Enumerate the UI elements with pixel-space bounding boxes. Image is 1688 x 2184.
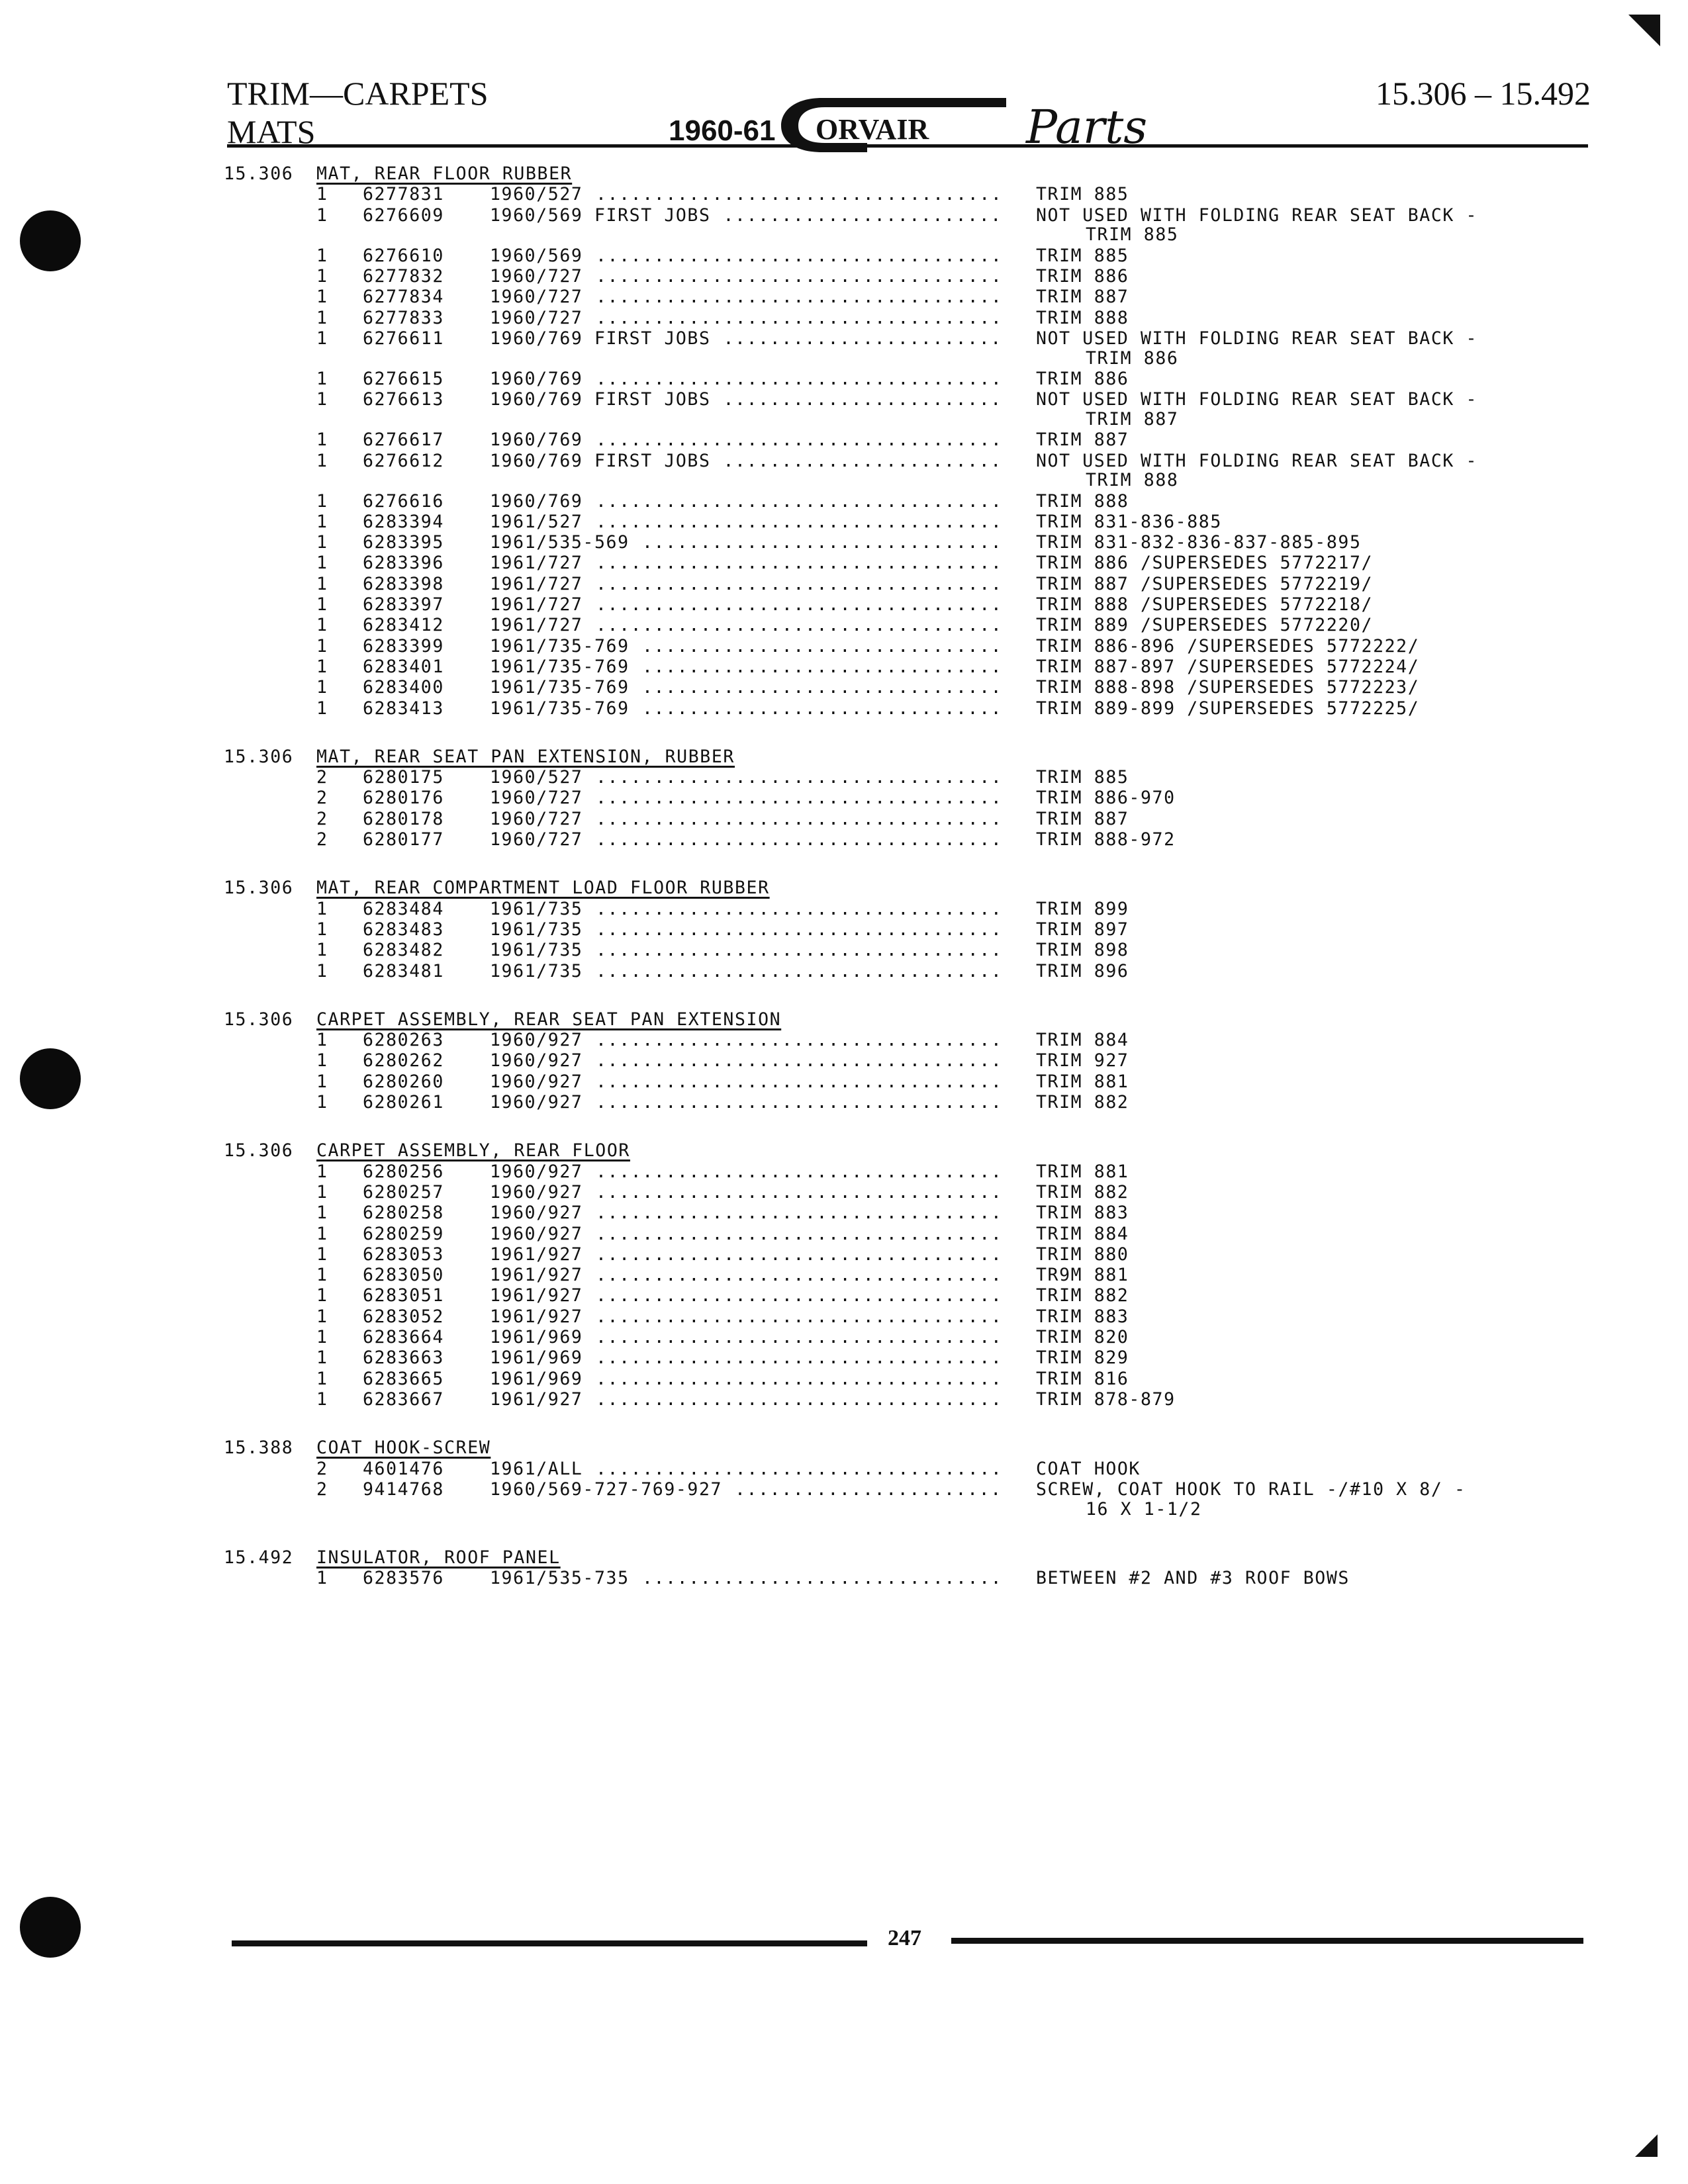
leader-dots: ...................................	[596, 1458, 1003, 1479]
quantity: 1	[316, 490, 328, 512]
usage-code: 1961/735	[490, 919, 583, 940]
leader-dots: ...................................	[596, 1244, 1003, 1265]
leader-dots: ...................................	[596, 919, 1003, 940]
quantity: 1	[316, 1203, 328, 1224]
leader-dots: ...................................	[596, 1223, 1003, 1244]
group-number: 15.306	[224, 1140, 294, 1161]
quantity: 1	[316, 287, 328, 308]
usage-code: 1960/927	[490, 1092, 583, 1113]
section-title: MAT, REAR FLOOR RUBBER	[316, 163, 573, 184]
description: TRIM 885	[1036, 184, 1129, 205]
part-number: 6276612	[363, 450, 444, 471]
quantity: 1	[316, 1388, 328, 1410]
leader-dots: ...................................	[596, 1388, 1003, 1410]
part-number: 6277832	[363, 265, 444, 287]
group-number: 15.306	[224, 746, 294, 767]
usage-code: 1961/969	[490, 1368, 583, 1389]
leader-dots: ........................	[723, 328, 1002, 349]
header-section-subtitle: MATS	[227, 113, 316, 150]
description: TRIM 885	[1036, 245, 1129, 266]
quantity: 1	[316, 940, 328, 961]
quantity: 1	[316, 430, 328, 451]
leader-dots: ...................................	[596, 1306, 1003, 1327]
usage-code: 1961/735-769	[490, 656, 630, 677]
part-number: 6283053	[363, 1244, 444, 1265]
usage-code: 1960/927	[490, 1203, 583, 1224]
quantity: 1	[316, 532, 328, 553]
leader-dots: ...................................	[596, 829, 1003, 850]
leader-dots: ...................................	[596, 940, 1003, 961]
leader-dots: ...............................	[642, 698, 1003, 719]
part-number: 6276616	[363, 490, 444, 512]
leader-dots: ...................................	[596, 1265, 1003, 1286]
description: TRIM 889-899 /SUPERSEDES 5772225/	[1036, 698, 1420, 719]
quantity: 1	[316, 553, 328, 574]
leader-dots: ...................................	[596, 511, 1003, 532]
leader-dots: ...................................	[596, 1030, 1003, 1051]
leader-dots: ...................................	[596, 1092, 1003, 1113]
leader-dots: ........................	[723, 450, 1002, 471]
description: TRIM 888 /SUPERSEDES 5772218/	[1036, 594, 1374, 615]
quantity: 1	[316, 1327, 328, 1348]
group-number: 15.306	[224, 1009, 294, 1030]
quantity: 1	[316, 573, 328, 594]
leader-dots: ...................................	[596, 767, 1003, 788]
description: TRIM 831-836-885	[1036, 511, 1222, 532]
quantity: 1	[316, 1347, 328, 1369]
usage-code: 1961/927	[490, 1306, 583, 1327]
usage-code: 1960/769 FIRST JOBS	[490, 389, 711, 410]
description-continuation: 16 X 1-1/2	[1086, 1498, 1202, 1520]
leader-dots: ...................................	[596, 245, 1003, 266]
quantity: 1	[316, 450, 328, 471]
leader-dots: ...................................	[596, 265, 1003, 287]
part-number: 6283400	[363, 677, 444, 698]
part-number: 6283050	[363, 1265, 444, 1286]
description: TRIM 898	[1036, 940, 1129, 961]
header-section-title: TRIM—CARPETS	[227, 75, 489, 112]
quantity: 1	[316, 1071, 328, 1092]
leader-dots: ...................................	[596, 788, 1003, 809]
usage-code: 1961/735	[490, 898, 583, 919]
quantity: 2	[316, 1458, 328, 1479]
description: BETWEEN #2 AND #3 ROOF BOWS	[1036, 1568, 1350, 1589]
usage-code: 1960/769	[490, 490, 583, 512]
quantity: 1	[316, 307, 328, 328]
description: TRIM 887	[1036, 430, 1129, 451]
quantity: 1	[316, 919, 328, 940]
leader-dots: ........................	[723, 205, 1002, 226]
quantity: 1	[316, 1050, 328, 1071]
quantity: 1	[316, 1181, 328, 1203]
description: TRIM 816	[1036, 1368, 1129, 1389]
leader-dots: ...................................	[596, 1327, 1003, 1348]
quantity: 1	[316, 677, 328, 698]
quantity: 1	[316, 1092, 328, 1113]
leader-dots: ...................................	[596, 960, 1003, 981]
usage-code: 1961/735-769	[490, 635, 630, 657]
description: TRIM 885	[1036, 767, 1129, 788]
leader-dots: ...................................	[596, 1285, 1003, 1306]
usage-code: 1961/735	[490, 960, 583, 981]
part-number: 6280258	[363, 1203, 444, 1224]
leader-dots: ...................................	[596, 615, 1003, 636]
part-number: 6283401	[363, 656, 444, 677]
usage-code: 1961/969	[490, 1327, 583, 1348]
quantity: 1	[316, 389, 328, 410]
part-number: 6283667	[363, 1388, 444, 1410]
leader-dots: ........................	[723, 389, 1002, 410]
quantity: 1	[316, 698, 328, 719]
leader-dots: ...................................	[596, 1161, 1003, 1182]
description: TR9M 881	[1036, 1265, 1129, 1286]
usage-code: 1960/569 FIRST JOBS	[490, 205, 711, 226]
usage-code: 1960/569-727-769-927	[490, 1479, 723, 1500]
leader-dots: ...................................	[596, 430, 1003, 451]
quantity: 1	[316, 635, 328, 657]
description: TRIM 881	[1036, 1161, 1129, 1182]
usage-code: 1960/569	[490, 245, 583, 266]
quantity: 1	[316, 1306, 328, 1327]
usage-code: 1960/927	[490, 1223, 583, 1244]
description: TRIM 887 /SUPERSEDES 5772219/	[1036, 573, 1374, 594]
group-number: 15.306	[224, 878, 294, 899]
usage-code: 1961/527	[490, 511, 583, 532]
usage-code: 1961/727	[490, 594, 583, 615]
usage-code: 1961/735	[490, 940, 583, 961]
description: TRIM 897	[1036, 919, 1129, 940]
quantity: 1	[316, 615, 328, 636]
leader-dots: ...................................	[596, 1050, 1003, 1071]
part-number: 6283399	[363, 635, 444, 657]
part-number: 6280257	[363, 1181, 444, 1203]
quantity: 1	[316, 328, 328, 349]
part-number: 6280261	[363, 1092, 444, 1113]
description: TRIM 889 /SUPERSEDES 5772220/	[1036, 615, 1374, 636]
leader-dots: ...................................	[596, 1181, 1003, 1203]
part-number: 6280256	[363, 1161, 444, 1182]
group-number: 15.492	[224, 1547, 294, 1568]
leader-dots: ...................................	[596, 307, 1003, 328]
usage-code: 1960/769 FIRST JOBS	[490, 328, 711, 349]
page-number: 247	[888, 1926, 921, 1950]
quantity: 1	[316, 265, 328, 287]
logo-years: 1960-61	[669, 114, 776, 147]
quantity: 1	[316, 205, 328, 226]
part-number: 6283398	[363, 573, 444, 594]
part-number: 6280177	[363, 829, 444, 850]
usage-code: 1961/927	[490, 1265, 583, 1286]
usage-code: 1961/727	[490, 573, 583, 594]
part-number: 6276610	[363, 245, 444, 266]
description: TRIM 884	[1036, 1223, 1129, 1244]
part-number: 4601476	[363, 1458, 444, 1479]
description: TRIM 883	[1036, 1203, 1129, 1224]
quantity: 2	[316, 788, 328, 809]
part-number: 6283482	[363, 940, 444, 961]
description: TRIM 886	[1036, 265, 1129, 287]
description: TRIM 886 /SUPERSEDES 5772217/	[1036, 553, 1374, 574]
usage-code: 1961/735-769	[490, 677, 630, 698]
part-number: 6283576	[363, 1568, 444, 1589]
leader-dots: ...................................	[596, 490, 1003, 512]
description: TRIM 882	[1036, 1092, 1129, 1113]
leader-dots: ...................................	[596, 553, 1003, 574]
section-title: COAT HOOK-SCREW	[316, 1437, 491, 1459]
usage-code: 1961/927	[490, 1285, 583, 1306]
description: TRIM 887-897 /SUPERSEDES 5772224/	[1036, 656, 1420, 677]
description: TRIM 888	[1036, 490, 1129, 512]
quantity: 1	[316, 656, 328, 677]
leader-dots: ...................................	[596, 1203, 1003, 1224]
section-title: INSULATOR, ROOF PANEL	[316, 1547, 561, 1568]
part-number: 6283412	[363, 615, 444, 636]
leader-dots: ...............................	[642, 677, 1003, 698]
usage-code: 1960/927	[490, 1050, 583, 1071]
part-number: 6277834	[363, 287, 444, 308]
part-number: 6276617	[363, 430, 444, 451]
part-number: 6280178	[363, 808, 444, 829]
description: TRIM 829	[1036, 1347, 1129, 1369]
usage-code: 1961/735-769	[490, 698, 630, 719]
footer-rule-right	[951, 1938, 1583, 1944]
quantity: 1	[316, 184, 328, 205]
logo-script: Parts	[1026, 100, 1148, 154]
section-title: MAT, REAR COMPARTMENT LOAD FLOOR RUBBER	[316, 878, 770, 899]
description: TRIM 882	[1036, 1285, 1129, 1306]
description-continuation: TRIM 885	[1086, 224, 1179, 246]
quantity: 1	[316, 511, 328, 532]
quantity: 1	[316, 1568, 328, 1589]
description: SCREW, COAT HOOK TO RAIL -/#10 X 8/ -	[1036, 1479, 1466, 1500]
usage-code: 1960/727	[490, 287, 583, 308]
usage-code: 1960/927	[490, 1030, 583, 1051]
description: TRIM 888-898 /SUPERSEDES 5772223/	[1036, 677, 1420, 698]
part-number: 6283484	[363, 898, 444, 919]
part-number: 6283663	[363, 1347, 444, 1369]
leader-dots: ...............................	[642, 635, 1003, 657]
usage-code: 1960/727	[490, 829, 583, 850]
usage-code: 1961/535-569	[490, 532, 630, 553]
description: COAT HOOK	[1036, 1458, 1141, 1479]
part-number: 6283395	[363, 532, 444, 553]
description: TRIM 881	[1036, 1071, 1129, 1092]
description: TRIM 884	[1036, 1030, 1129, 1051]
usage-code: 1960/727	[490, 808, 583, 829]
quantity: 1	[316, 1244, 328, 1265]
usage-code: 1960/727	[490, 788, 583, 809]
description: TRIM 883	[1036, 1306, 1129, 1327]
description-continuation: TRIM 887	[1086, 408, 1179, 430]
quantity: 1	[316, 1285, 328, 1306]
leader-dots: ...................................	[596, 808, 1003, 829]
leader-dots: ...................................	[596, 594, 1003, 615]
part-number: 9414768	[363, 1479, 444, 1500]
description: TRIM 899	[1036, 898, 1129, 919]
description: TRIM 888	[1036, 307, 1129, 328]
usage-code: 1961/727	[490, 553, 583, 574]
leader-dots: ...................................	[596, 1347, 1003, 1369]
description: TRIM 882	[1036, 1181, 1129, 1203]
description: TRIM 886-970	[1036, 788, 1176, 809]
usage-code: 1960/769 FIRST JOBS	[490, 450, 711, 471]
leader-dots: ...................................	[596, 573, 1003, 594]
usage-code: 1961/969	[490, 1347, 583, 1369]
description: TRIM 820	[1036, 1327, 1129, 1348]
usage-code: 1960/527	[490, 767, 583, 788]
usage-code: 1960/927	[490, 1181, 583, 1203]
description: TRIM 880	[1036, 1244, 1129, 1265]
description: TRIM 927	[1036, 1050, 1129, 1071]
part-number: 6283481	[363, 960, 444, 981]
part-number: 6280259	[363, 1223, 444, 1244]
usage-code: 1961/535-735	[490, 1568, 630, 1589]
quantity: 1	[316, 898, 328, 919]
description: TRIM 896	[1036, 960, 1129, 981]
leader-dots: ...................................	[596, 368, 1003, 389]
quantity: 2	[316, 808, 328, 829]
section-title: CARPET ASSEMBLY, REAR SEAT PAN EXTENSION	[316, 1009, 782, 1030]
part-number: 6276611	[363, 328, 444, 349]
description: NOT USED WITH FOLDING REAR SEAT BACK -	[1036, 205, 1478, 226]
quantity: 1	[316, 368, 328, 389]
group-number: 15.388	[224, 1437, 294, 1459]
part-number: 6283664	[363, 1327, 444, 1348]
description: TRIM 878-879	[1036, 1388, 1176, 1410]
part-number: 6280260	[363, 1071, 444, 1092]
part-number: 6283665	[363, 1368, 444, 1389]
leader-dots: ...................................	[596, 184, 1003, 205]
leader-dots: ...............................	[642, 1568, 1003, 1589]
quantity: 1	[316, 1265, 328, 1286]
description: NOT USED WITH FOLDING REAR SEAT BACK -	[1036, 328, 1478, 349]
description-continuation: TRIM 886	[1086, 347, 1179, 369]
quantity: 2	[316, 767, 328, 788]
section-title: CARPET ASSEMBLY, REAR FLOOR	[316, 1140, 630, 1161]
part-number: 6283397	[363, 594, 444, 615]
usage-code: 1960/527	[490, 184, 583, 205]
usage-code: 1960/727	[490, 265, 583, 287]
leader-dots: ...............................	[642, 656, 1003, 677]
usage-code: 1961/927	[490, 1244, 583, 1265]
quantity: 2	[316, 1479, 328, 1500]
description: NOT USED WITH FOLDING REAR SEAT BACK -	[1036, 450, 1478, 471]
part-number: 6283051	[363, 1285, 444, 1306]
usage-code: 1961/927	[490, 1388, 583, 1410]
usage-code: 1961/ALL	[490, 1458, 583, 1479]
quantity: 1	[316, 245, 328, 266]
leader-dots: ...................................	[596, 1368, 1003, 1389]
usage-code: 1960/727	[490, 307, 583, 328]
description: TRIM 831-832-836-837-885-895	[1036, 532, 1362, 553]
part-number: 6283483	[363, 919, 444, 940]
part-number: 6280176	[363, 788, 444, 809]
leader-dots: ...................................	[596, 1071, 1003, 1092]
leader-dots: ...................................	[596, 287, 1003, 308]
quantity: 1	[316, 1030, 328, 1051]
description: NOT USED WITH FOLDING REAR SEAT BACK -	[1036, 389, 1478, 410]
part-number: 6283052	[363, 1306, 444, 1327]
quantity: 2	[316, 829, 328, 850]
part-number: 6280263	[363, 1030, 444, 1051]
section-title: MAT, REAR SEAT PAN EXTENSION, RUBBER	[316, 746, 735, 767]
description-continuation: TRIM 888	[1086, 470, 1179, 491]
quantity: 1	[316, 1161, 328, 1182]
usage-code: 1960/927	[490, 1071, 583, 1092]
quantity: 1	[316, 1368, 328, 1389]
part-number: 6283396	[363, 553, 444, 574]
quantity: 1	[316, 960, 328, 981]
part-number: 6277833	[363, 307, 444, 328]
group-number: 15.306	[224, 163, 294, 184]
usage-code: 1960/927	[490, 1161, 583, 1182]
usage-code: 1960/769	[490, 430, 583, 451]
part-number: 6283413	[363, 698, 444, 719]
description: TRIM 888-972	[1036, 829, 1176, 850]
leader-dots: ...............................	[642, 532, 1003, 553]
description: TRIM 886-896 /SUPERSEDES 5772222/	[1036, 635, 1420, 657]
header-group-range: 15.306 – 15.492	[1376, 75, 1591, 112]
quantity: 1	[316, 594, 328, 615]
usage-code: 1960/769	[490, 368, 583, 389]
quantity: 1	[316, 1223, 328, 1244]
description: TRIM 887	[1036, 808, 1129, 829]
leader-dots: .......................	[735, 1479, 1002, 1500]
part-number: 6276615	[363, 368, 444, 389]
footer-rule-left	[232, 1940, 867, 1946]
part-number: 6283394	[363, 511, 444, 532]
part-number: 6276613	[363, 389, 444, 410]
part-number: 6280262	[363, 1050, 444, 1071]
part-number: 6280175	[363, 767, 444, 788]
logo-brand: ORVAIR	[816, 113, 929, 146]
description: TRIM 886	[1036, 368, 1129, 389]
usage-code: 1961/727	[490, 615, 583, 636]
part-number: 6276609	[363, 205, 444, 226]
description: TRIM 887	[1036, 287, 1129, 308]
leader-dots: ...................................	[596, 898, 1003, 919]
part-number: 6277831	[363, 184, 444, 205]
